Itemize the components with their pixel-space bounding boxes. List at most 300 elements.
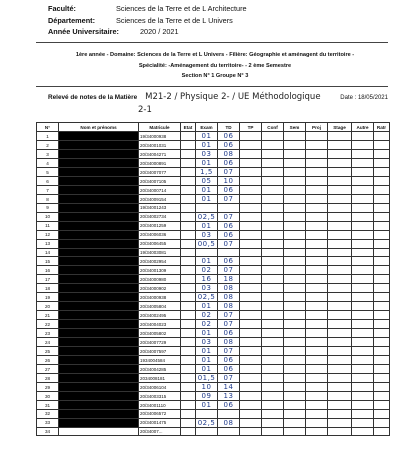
proj-cell bbox=[306, 195, 328, 204]
sem-cell bbox=[284, 293, 306, 302]
annee-label: Année Universitaire: bbox=[48, 27, 119, 37]
sem-cell bbox=[284, 401, 306, 410]
etat-cell bbox=[181, 159, 196, 168]
matricule-cell: 19/34003081 bbox=[139, 248, 181, 257]
exam-grade-cell: 01 bbox=[196, 401, 218, 410]
td-grade-cell bbox=[218, 427, 240, 436]
etat-cell bbox=[181, 418, 196, 427]
proj-cell bbox=[306, 401, 328, 410]
tp-cell bbox=[240, 410, 262, 419]
stage-cell bbox=[328, 168, 352, 177]
exam-grade-cell: 01 bbox=[196, 329, 218, 338]
stage-cell bbox=[328, 159, 352, 168]
tp-cell bbox=[240, 284, 262, 293]
exam-grade-cell bbox=[196, 248, 218, 257]
table-row bbox=[37, 293, 390, 302]
etat-cell bbox=[181, 168, 196, 177]
etat-cell bbox=[181, 427, 196, 436]
name-cell bbox=[59, 410, 139, 419]
tp-cell bbox=[240, 392, 262, 401]
name-cell bbox=[59, 212, 139, 221]
td-grade-cell bbox=[218, 248, 240, 257]
conf-cell bbox=[262, 132, 284, 141]
row-number: 27 bbox=[37, 365, 59, 374]
proj-cell bbox=[306, 383, 328, 392]
sem-cell bbox=[284, 132, 306, 141]
faculte-label: Faculté: bbox=[48, 4, 76, 14]
proj-cell bbox=[306, 302, 328, 311]
proj-cell bbox=[306, 186, 328, 195]
conf-cell bbox=[262, 177, 284, 186]
table-row bbox=[37, 347, 390, 356]
stage-cell bbox=[328, 374, 352, 383]
td-grade-cell: 10 bbox=[218, 177, 240, 186]
row-number: 33 bbox=[37, 418, 59, 427]
exam-grade-cell: 02 bbox=[196, 320, 218, 329]
name-cell bbox=[59, 356, 139, 365]
exam-grade-cell: 00,5 bbox=[196, 239, 218, 248]
releve-label: Relevé de notes de la Matière bbox=[48, 94, 138, 101]
stage-cell bbox=[328, 132, 352, 141]
proj-cell bbox=[306, 275, 328, 284]
ratr-cell bbox=[374, 212, 390, 221]
table-row bbox=[37, 418, 390, 427]
tp-cell bbox=[240, 266, 262, 275]
proj-cell bbox=[306, 248, 328, 257]
autre-cell bbox=[352, 401, 374, 410]
row-number: 34 bbox=[37, 427, 59, 436]
tp-cell bbox=[240, 275, 262, 284]
document-header bbox=[48, 3, 388, 38]
ratr-cell bbox=[374, 257, 390, 266]
etat-cell bbox=[181, 410, 196, 419]
program-divider bbox=[36, 86, 388, 87]
etat-cell bbox=[181, 329, 196, 338]
name-cell bbox=[59, 186, 139, 195]
conf-cell bbox=[262, 212, 284, 221]
ratr-cell bbox=[374, 239, 390, 248]
row-number: 21 bbox=[37, 311, 59, 320]
sem-cell bbox=[284, 195, 306, 204]
conf-cell bbox=[262, 302, 284, 311]
table-row bbox=[37, 212, 390, 221]
conf-cell bbox=[262, 204, 284, 213]
etat-cell bbox=[181, 320, 196, 329]
etat-cell bbox=[181, 257, 196, 266]
autre-cell bbox=[352, 195, 374, 204]
exam-grade-cell: 01 bbox=[196, 257, 218, 266]
tp-cell bbox=[240, 329, 262, 338]
proj-cell bbox=[306, 177, 328, 186]
row-number: 28 bbox=[37, 374, 59, 383]
matricule-cell: 20/34007077 bbox=[139, 168, 181, 177]
tp-cell bbox=[240, 338, 262, 347]
tp-cell bbox=[240, 248, 262, 257]
stage-cell bbox=[328, 392, 352, 401]
tp-cell bbox=[240, 374, 262, 383]
etat-cell bbox=[181, 392, 196, 401]
stage-cell bbox=[328, 293, 352, 302]
td-grade-cell: 06 bbox=[218, 257, 240, 266]
column-header: Conf bbox=[262, 123, 284, 132]
proj-cell bbox=[306, 374, 328, 383]
ratr-cell bbox=[374, 266, 390, 275]
column-header: Proj bbox=[306, 123, 328, 132]
sem-cell bbox=[284, 338, 306, 347]
exam-grade-cell: 01 bbox=[196, 365, 218, 374]
conf-cell bbox=[262, 230, 284, 239]
row-number: 18 bbox=[37, 284, 59, 293]
matricule-cell: 1934004584 bbox=[139, 356, 181, 365]
proj-cell bbox=[306, 141, 328, 150]
td-grade-cell: 07 bbox=[218, 195, 240, 204]
stage-cell bbox=[328, 204, 352, 213]
ratr-cell bbox=[374, 329, 390, 338]
sem-cell bbox=[284, 284, 306, 293]
exam-grade-cell: 01 bbox=[196, 302, 218, 311]
etat-cell bbox=[181, 230, 196, 239]
matricule-cell: 20/34006104 bbox=[139, 383, 181, 392]
etat-cell bbox=[181, 374, 196, 383]
stage-cell bbox=[328, 410, 352, 419]
matricule-cell: 20/34000938 bbox=[139, 293, 181, 302]
exam-grade-cell: 03 bbox=[196, 230, 218, 239]
row-number: 31 bbox=[37, 401, 59, 410]
name-cell bbox=[59, 329, 139, 338]
table-row bbox=[37, 311, 390, 320]
autre-cell bbox=[352, 177, 374, 186]
ratr-cell bbox=[374, 284, 390, 293]
name-cell bbox=[59, 195, 139, 204]
name-cell bbox=[59, 365, 139, 374]
matricule-cell: 20/34000891 bbox=[139, 159, 181, 168]
exam-grade-cell: 02,5 bbox=[196, 418, 218, 427]
matricule-cell: 20/34003315 bbox=[139, 392, 181, 401]
etat-cell bbox=[181, 248, 196, 257]
proj-cell bbox=[306, 150, 328, 159]
autre-cell bbox=[352, 257, 374, 266]
name-cell bbox=[59, 150, 139, 159]
etat-cell bbox=[181, 275, 196, 284]
proj-cell bbox=[306, 329, 328, 338]
etat-cell bbox=[181, 141, 196, 150]
ratr-cell bbox=[374, 204, 390, 213]
column-header: Stage bbox=[328, 123, 352, 132]
row-number: 16 bbox=[37, 266, 59, 275]
row-number: 15 bbox=[37, 257, 59, 266]
faculte-value: Sciences de la Terre et de L Architecture bbox=[116, 4, 247, 14]
table-body bbox=[37, 132, 390, 436]
matricule-cell: 20/34001259 bbox=[139, 221, 181, 230]
td-grade-cell: 08 bbox=[218, 150, 240, 159]
sem-cell bbox=[284, 141, 306, 150]
sem-cell bbox=[284, 365, 306, 374]
autre-cell bbox=[352, 159, 374, 168]
proj-cell bbox=[306, 230, 328, 239]
td-grade-cell: 07 bbox=[218, 239, 240, 248]
row-number: 19 bbox=[37, 293, 59, 302]
conf-cell bbox=[262, 356, 284, 365]
proj-cell bbox=[306, 221, 328, 230]
autre-cell bbox=[352, 186, 374, 195]
sem-cell bbox=[284, 212, 306, 221]
conf-cell bbox=[262, 329, 284, 338]
stage-cell bbox=[328, 311, 352, 320]
row-number: 14 bbox=[37, 248, 59, 257]
conf-cell bbox=[262, 311, 284, 320]
td-grade-cell: 08 bbox=[218, 284, 240, 293]
proj-cell bbox=[306, 418, 328, 427]
exam-grade-cell: 01 bbox=[196, 132, 218, 141]
exam-grade-cell bbox=[196, 427, 218, 436]
proj-cell bbox=[306, 284, 328, 293]
sem-cell bbox=[284, 257, 306, 266]
name-cell bbox=[59, 159, 139, 168]
table-row bbox=[37, 257, 390, 266]
proj-cell bbox=[306, 320, 328, 329]
sem-cell bbox=[284, 320, 306, 329]
name-cell bbox=[59, 338, 139, 347]
proj-cell bbox=[306, 257, 328, 266]
ratr-cell bbox=[374, 293, 390, 302]
stage-cell bbox=[328, 177, 352, 186]
exam-grade-cell: 02 bbox=[196, 311, 218, 320]
matricule-cell: 20/34005802 bbox=[139, 329, 181, 338]
name-cell bbox=[59, 275, 139, 284]
conf-cell bbox=[262, 401, 284, 410]
row-number: 20 bbox=[37, 302, 59, 311]
tp-cell bbox=[240, 427, 262, 436]
tp-cell bbox=[240, 195, 262, 204]
exam-grade-cell: 01 bbox=[196, 347, 218, 356]
ratr-cell bbox=[374, 427, 390, 436]
row-number: 25 bbox=[37, 347, 59, 356]
ratr-cell bbox=[374, 168, 390, 177]
name-cell bbox=[59, 132, 139, 141]
proj-cell bbox=[306, 410, 328, 419]
tp-cell bbox=[240, 302, 262, 311]
ratr-cell bbox=[374, 356, 390, 365]
sem-cell bbox=[284, 383, 306, 392]
stage-cell bbox=[328, 257, 352, 266]
td-grade-cell: 06 bbox=[218, 365, 240, 374]
sem-cell bbox=[284, 204, 306, 213]
name-cell bbox=[59, 427, 139, 436]
name-cell bbox=[59, 141, 139, 150]
etat-cell bbox=[181, 212, 196, 221]
sem-cell bbox=[284, 150, 306, 159]
stage-cell bbox=[328, 401, 352, 410]
name-cell bbox=[59, 401, 139, 410]
td-grade-cell: 07 bbox=[218, 168, 240, 177]
exam-grade-cell bbox=[196, 204, 218, 213]
matricule-cell: 20/34002734 bbox=[139, 212, 181, 221]
tp-cell bbox=[240, 177, 262, 186]
tp-cell bbox=[240, 212, 262, 221]
tp-cell bbox=[240, 293, 262, 302]
header-divider bbox=[36, 42, 388, 43]
tp-cell bbox=[240, 221, 262, 230]
autre-cell bbox=[352, 141, 374, 150]
td-grade-cell: 07 bbox=[218, 374, 240, 383]
row-number: 17 bbox=[37, 275, 59, 284]
matricule-cell: 20/34002954 bbox=[139, 257, 181, 266]
etat-cell bbox=[181, 221, 196, 230]
matricule-cell: 20/34006036 bbox=[139, 230, 181, 239]
stage-cell bbox=[328, 248, 352, 257]
proj-cell bbox=[306, 311, 328, 320]
column-header: TD bbox=[218, 123, 240, 132]
autre-cell bbox=[352, 239, 374, 248]
date-value: Date : 18/05/2021 bbox=[340, 95, 388, 101]
row-number: 26 bbox=[37, 356, 59, 365]
sem-cell bbox=[284, 159, 306, 168]
conf-cell bbox=[262, 410, 284, 419]
table-row bbox=[37, 356, 390, 365]
autre-cell bbox=[352, 293, 374, 302]
td-grade-cell: 07 bbox=[218, 320, 240, 329]
etat-cell bbox=[181, 204, 196, 213]
autre-cell bbox=[352, 338, 374, 347]
etat-cell bbox=[181, 365, 196, 374]
column-header: Sem bbox=[284, 123, 306, 132]
sem-cell bbox=[284, 418, 306, 427]
exam-grade-cell bbox=[196, 410, 218, 419]
stage-cell bbox=[328, 347, 352, 356]
td-grade-cell: 06 bbox=[218, 221, 240, 230]
ratr-cell bbox=[374, 410, 390, 419]
exam-grade-cell: 03 bbox=[196, 338, 218, 347]
ratr-cell bbox=[374, 248, 390, 257]
autre-cell bbox=[352, 374, 374, 383]
ratr-cell bbox=[374, 177, 390, 186]
autre-cell bbox=[352, 410, 374, 419]
sem-cell bbox=[284, 392, 306, 401]
autre-cell bbox=[352, 275, 374, 284]
autre-cell bbox=[352, 383, 374, 392]
row-number: 4 bbox=[37, 159, 59, 168]
ratr-cell bbox=[374, 401, 390, 410]
autre-cell bbox=[352, 212, 374, 221]
stage-cell bbox=[328, 356, 352, 365]
table-row bbox=[37, 230, 390, 239]
ratr-cell bbox=[374, 195, 390, 204]
matricule-cell: 20/34007105 bbox=[139, 177, 181, 186]
conf-cell bbox=[262, 320, 284, 329]
row-number: 5 bbox=[37, 168, 59, 177]
name-cell bbox=[59, 248, 139, 257]
stage-cell bbox=[328, 230, 352, 239]
row-number: 8 bbox=[37, 195, 59, 204]
exam-grade-cell: 03 bbox=[196, 284, 218, 293]
etat-cell bbox=[181, 302, 196, 311]
ratr-cell bbox=[374, 159, 390, 168]
proj-cell bbox=[306, 159, 328, 168]
tp-cell bbox=[240, 356, 262, 365]
proj-cell bbox=[306, 293, 328, 302]
table-row bbox=[37, 168, 390, 177]
sem-cell bbox=[284, 266, 306, 275]
column-header: Ratr bbox=[374, 123, 390, 132]
etat-cell bbox=[181, 195, 196, 204]
name-cell bbox=[59, 320, 139, 329]
matricule-cell: 20/34004271 bbox=[139, 150, 181, 159]
etat-cell bbox=[181, 239, 196, 248]
sem-cell bbox=[284, 186, 306, 195]
conf-cell bbox=[262, 150, 284, 159]
table-row bbox=[37, 401, 390, 410]
etat-cell bbox=[181, 266, 196, 275]
ratr-cell bbox=[374, 186, 390, 195]
row-number: 24 bbox=[37, 338, 59, 347]
exam-grade-cell: 02,5 bbox=[196, 212, 218, 221]
td-grade-cell: 08 bbox=[218, 418, 240, 427]
table-header-row bbox=[37, 123, 390, 132]
conf-cell bbox=[262, 248, 284, 257]
matiere-value: M21-2 / Physique 2- / UE Méthodologique bbox=[145, 92, 321, 102]
table-row bbox=[37, 186, 390, 195]
matricule-cell: 20/34000980 bbox=[139, 275, 181, 284]
conf-cell bbox=[262, 221, 284, 230]
matricule-cell: 20/34006572 bbox=[139, 410, 181, 419]
name-cell bbox=[59, 347, 139, 356]
name-cell bbox=[59, 284, 139, 293]
proj-cell bbox=[306, 239, 328, 248]
table-row bbox=[37, 239, 390, 248]
autre-cell bbox=[352, 329, 374, 338]
td-grade-cell: 18 bbox=[218, 275, 240, 284]
matricule-cell: 20/34004023 bbox=[139, 320, 181, 329]
departement-value: Sciences de la Terre et de L Univers bbox=[116, 15, 233, 25]
table-row bbox=[37, 177, 390, 186]
proj-cell bbox=[306, 338, 328, 347]
name-cell bbox=[59, 392, 139, 401]
autre-cell bbox=[352, 248, 374, 257]
stage-cell bbox=[328, 383, 352, 392]
row-number: 2 bbox=[37, 141, 59, 150]
ratr-cell bbox=[374, 150, 390, 159]
departement-row bbox=[48, 15, 388, 27]
row-number: 13 bbox=[37, 239, 59, 248]
ratr-cell bbox=[374, 347, 390, 356]
etat-cell bbox=[181, 401, 196, 410]
sem-cell bbox=[284, 221, 306, 230]
td-grade-cell: 06 bbox=[218, 230, 240, 239]
proj-cell bbox=[306, 266, 328, 275]
row-number: 11 bbox=[37, 221, 59, 230]
table-row bbox=[37, 320, 390, 329]
proj-cell bbox=[306, 204, 328, 213]
row-number: 7 bbox=[37, 186, 59, 195]
conf-cell bbox=[262, 257, 284, 266]
proj-cell bbox=[306, 427, 328, 436]
exam-grade-cell: 01 bbox=[196, 221, 218, 230]
etat-cell bbox=[181, 177, 196, 186]
autre-cell bbox=[352, 266, 374, 275]
row-number: 6 bbox=[37, 177, 59, 186]
conf-cell bbox=[262, 168, 284, 177]
stage-cell bbox=[328, 212, 352, 221]
autre-cell bbox=[352, 221, 374, 230]
td-grade-cell: 07 bbox=[218, 347, 240, 356]
conf-cell bbox=[262, 347, 284, 356]
etat-cell bbox=[181, 186, 196, 195]
sem-cell bbox=[284, 374, 306, 383]
td-grade-cell: 08 bbox=[218, 293, 240, 302]
stage-cell bbox=[328, 302, 352, 311]
ratr-cell bbox=[374, 311, 390, 320]
grades-table bbox=[36, 122, 390, 436]
